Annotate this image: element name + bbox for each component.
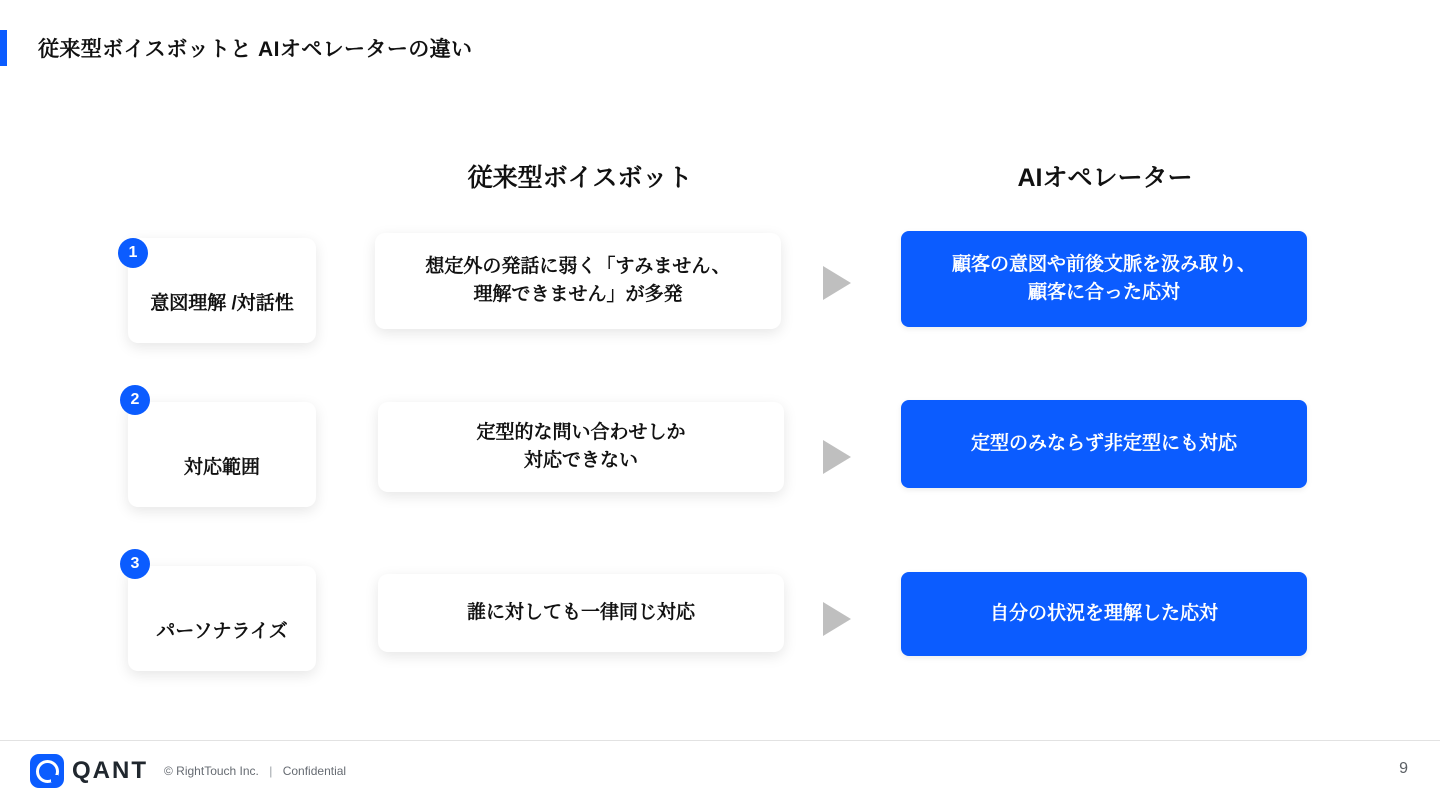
ai-description-line1: 自分の状況を理解した応対 <box>989 603 1218 625</box>
category-label-card <box>128 402 316 507</box>
ai-description-card <box>901 231 1307 327</box>
category-label-card <box>128 566 316 671</box>
comparison-row <box>0 228 1440 393</box>
logo-wordmark: QANT <box>72 757 148 784</box>
legacy-description-card <box>375 233 781 329</box>
page-number: 9 <box>1399 760 1408 777</box>
ai-description-text <box>952 251 1256 306</box>
legacy-description-card <box>378 402 784 492</box>
category-label: パーソナライズ <box>156 621 288 642</box>
footer-divider <box>0 740 1440 741</box>
logo-ring-shape <box>36 760 59 783</box>
slide-header <box>0 30 1440 66</box>
legacy-description-card <box>378 574 784 652</box>
ai-description-text <box>990 600 1218 628</box>
category-label: 意図理解 /対話性 <box>150 293 294 314</box>
column-heading-legacy: 従来型ボイスボット <box>467 164 693 192</box>
ai-description-card <box>901 572 1307 656</box>
row-number-badge: 1 <box>118 238 148 268</box>
legacy-description-line2: 対応できない <box>523 450 638 471</box>
category-label-card <box>128 238 316 343</box>
header-accent-bar <box>0 30 7 66</box>
qant-logo-icon <box>30 754 64 788</box>
ai-description-line1: 定型のみならず非定型にも対応 <box>970 433 1237 455</box>
arrow-right-icon <box>823 440 851 474</box>
footer-note <box>164 764 346 778</box>
legacy-description-text <box>425 253 730 310</box>
legacy-description-line1: 定型的な問い合わせしか <box>476 421 686 443</box>
legacy-description-line1: 想定外の発話に弱く「すみません、 <box>425 255 731 277</box>
legacy-description-text <box>476 419 685 476</box>
row-number-badge: 3 <box>120 549 150 579</box>
footer-separator: | <box>269 764 273 778</box>
page-title: 従来型ボイスボットと AIオペレーターの違い <box>38 38 473 61</box>
column-heading-ai: AIオペレーター <box>1017 164 1193 192</box>
ai-description-line2: 顧客に合った応対 <box>1027 282 1180 303</box>
row-number-badge: 2 <box>120 385 150 415</box>
arrow-right-icon <box>823 266 851 300</box>
confidential-text: Confidential <box>282 764 347 778</box>
ai-description-text <box>971 430 1237 458</box>
legacy-description-text <box>467 599 695 628</box>
ai-description-card <box>901 400 1307 488</box>
slide-footer <box>30 752 346 790</box>
ai-description-line1: 顧客の意図や前後文脈を汲み取り、 <box>951 254 1256 276</box>
legacy-description-line2: 理解できません」が多発 <box>473 284 683 305</box>
legacy-description-line1: 誰に対しても一律同じ対応 <box>466 601 695 623</box>
arrow-right-icon <box>823 602 851 636</box>
category-label: 対応範囲 <box>183 457 260 478</box>
comparison-row <box>0 392 1440 557</box>
comparison-row <box>0 556 1440 721</box>
copyright-text: © RightTouch Inc. <box>164 764 259 778</box>
